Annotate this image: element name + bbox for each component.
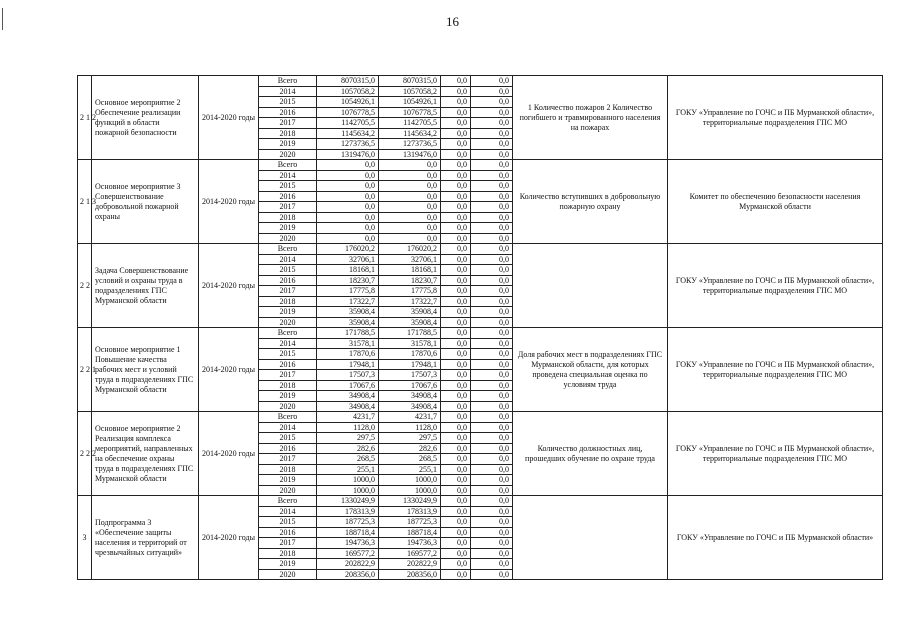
amount-cell: 0,0 (471, 244, 513, 255)
amount-cell: 17948,1 (379, 359, 441, 370)
year-cell: 2015 (259, 97, 317, 108)
section-period: 2014-2020 годы (199, 244, 259, 328)
amount-cell: 0,0 (317, 223, 379, 234)
amount-cell: 1054926,1 (379, 97, 441, 108)
amount-cell: 0,0 (441, 485, 471, 496)
amount-cell: 0,0 (471, 380, 513, 391)
amount-cell: 0,0 (471, 223, 513, 234)
amount-cell: 0,0 (441, 286, 471, 297)
amount-cell: 1330249,9 (379, 496, 441, 507)
amount-cell: 0,0 (471, 170, 513, 181)
amount-cell: 0,0 (471, 454, 513, 465)
amount-cell: 187725,3 (317, 517, 379, 528)
amount-cell: 1054926,1 (317, 97, 379, 108)
amount-cell: 0,0 (441, 433, 471, 444)
amount-cell: 0,0 (471, 443, 513, 454)
amount-cell: 0,0 (471, 86, 513, 97)
table-row (78, 328, 883, 339)
amount-cell: 8070315,0 (379, 76, 441, 87)
amount-cell: 187725,3 (379, 517, 441, 528)
amount-cell: 0,0 (441, 548, 471, 559)
amount-cell: 17948,1 (317, 359, 379, 370)
amount-cell: 1057058,2 (317, 86, 379, 97)
amount-cell: 0,0 (379, 212, 441, 223)
amount-cell: 0,0 (471, 559, 513, 570)
amount-cell: 34908,4 (317, 391, 379, 402)
amount-cell: 0,0 (441, 454, 471, 465)
amount-cell: 0,0 (317, 202, 379, 213)
amount-cell: 0,0 (441, 496, 471, 507)
year-cell: Всего (259, 496, 317, 507)
table-row (78, 76, 883, 87)
section-name: Основное мероприятие 2 Реализация комплекса мероприятий, направленных на обеспечение охраны труда в подразделениях ГПС Мурманской области (92, 412, 199, 496)
amount-cell: 17067,6 (379, 380, 441, 391)
year-cell: Всего (259, 160, 317, 171)
amount-cell: 0,0 (471, 548, 513, 559)
section-name: Задача Совершенствование условий и охраны труда в подразделениях ГПС Мурманской области (92, 244, 199, 328)
amount-cell: 32706,1 (317, 254, 379, 265)
amount-cell: 34908,4 (317, 401, 379, 412)
amount-cell: 0,0 (317, 233, 379, 244)
section-indicators: 1 Количество пожаров 2 Количество погибшего и травмированного населения на пожарах (513, 76, 668, 160)
year-cell: 2014 (259, 86, 317, 97)
year-cell: 2015 (259, 349, 317, 360)
amount-cell: 188718,4 (317, 527, 379, 538)
amount-cell: 0,0 (471, 359, 513, 370)
amount-cell: 17322,7 (317, 296, 379, 307)
year-cell: 2014 (259, 254, 317, 265)
year-cell: 2014 (259, 338, 317, 349)
amount-cell: 35908,4 (317, 307, 379, 318)
amount-cell: 0,0 (441, 569, 471, 580)
year-cell: 2015 (259, 517, 317, 528)
section-indicators (513, 496, 668, 580)
amount-cell: 0,0 (471, 233, 513, 244)
amount-cell: 0,0 (441, 391, 471, 402)
amount-cell: 1000,0 (317, 485, 379, 496)
amount-cell: 0,0 (471, 433, 513, 444)
year-cell: Всего (259, 328, 317, 339)
amount-cell: 18230,7 (379, 275, 441, 286)
amount-cell: 0,0 (441, 107, 471, 118)
amount-cell: 0,0 (471, 317, 513, 328)
amount-cell: 0,0 (379, 181, 441, 192)
amount-cell: 17870,6 (317, 349, 379, 360)
section-code: 2 2 1 (78, 328, 92, 412)
year-cell: 2018 (259, 464, 317, 475)
amount-cell: 0,0 (441, 275, 471, 286)
amount-cell: 17507,3 (317, 370, 379, 381)
amount-cell: 1000,0 (379, 475, 441, 486)
amount-cell: 255,1 (317, 464, 379, 475)
amount-cell: 178313,9 (379, 506, 441, 517)
amount-cell: 0,0 (441, 212, 471, 223)
amount-cell: 31578,1 (317, 338, 379, 349)
amount-cell: 0,0 (441, 412, 471, 423)
amount-cell: 0,0 (471, 212, 513, 223)
section-executor: ГОКУ «Управление по ГОЧС и ПБ Мурманской области», территориальные подразделения ГПС МО (668, 76, 883, 160)
amount-cell: 34908,4 (379, 401, 441, 412)
amount-cell: 297,5 (379, 433, 441, 444)
amount-cell: 188718,4 (379, 527, 441, 538)
page-number: 16 (446, 14, 459, 29)
amount-cell: 17067,6 (317, 380, 379, 391)
section-code: 2 1 2 (78, 76, 92, 160)
amount-cell: 255,1 (379, 464, 441, 475)
year-cell: 2019 (259, 391, 317, 402)
amount-cell: 176020,2 (317, 244, 379, 255)
amount-cell: 31578,1 (379, 338, 441, 349)
amount-cell: 0,0 (471, 370, 513, 381)
amount-cell: 0,0 (471, 149, 513, 160)
amount-cell: 0,0 (317, 191, 379, 202)
section-executor: ГОКУ «Управление по ГОЧС и ПБ Мурманской области», территориальные подразделения ГПС МО (668, 412, 883, 496)
amount-cell: 0,0 (441, 202, 471, 213)
scan-edge-mark (2, 8, 3, 30)
year-cell: 2017 (259, 202, 317, 213)
amount-cell: 268,5 (317, 454, 379, 465)
amount-cell: 0,0 (471, 485, 513, 496)
amount-cell: 0,0 (441, 464, 471, 475)
amount-cell: 0,0 (441, 517, 471, 528)
amount-cell: 0,0 (471, 107, 513, 118)
section-indicators: Доля рабочих мест в подразделениях ГПС Мурманской области, для которых проведена специальная оценка по условиям труда (513, 328, 668, 412)
section-code: 2 2 2 (78, 412, 92, 496)
amount-cell: 0,0 (379, 223, 441, 234)
amount-cell: 4231,7 (317, 412, 379, 423)
amount-cell: 0,0 (441, 538, 471, 549)
amount-cell: 0,0 (441, 139, 471, 150)
year-cell: 2020 (259, 149, 317, 160)
year-cell: 2015 (259, 181, 317, 192)
year-cell: 2020 (259, 317, 317, 328)
amount-cell: 0,0 (471, 296, 513, 307)
section-name: Подпрограмма 3 «Обеспечение защиты населения и территорий от чрезвычайных ситуаций» (92, 496, 199, 580)
amount-cell: 1000,0 (317, 475, 379, 486)
amount-cell: 0,0 (441, 328, 471, 339)
amount-cell: 0,0 (441, 254, 471, 265)
amount-cell: 0,0 (471, 181, 513, 192)
amount-cell: 1142705,5 (379, 118, 441, 129)
amount-cell: 0,0 (471, 475, 513, 486)
amount-cell: 0,0 (471, 286, 513, 297)
year-cell: 2020 (259, 401, 317, 412)
amount-cell: 0,0 (471, 275, 513, 286)
amount-cell: 0,0 (441, 527, 471, 538)
amount-cell: 0,0 (471, 464, 513, 475)
year-cell: 2016 (259, 107, 317, 118)
amount-cell: 0,0 (441, 160, 471, 171)
table-row (78, 412, 883, 423)
table-body (78, 76, 883, 580)
year-cell: 2018 (259, 296, 317, 307)
amount-cell: 1145634,2 (317, 128, 379, 139)
amount-cell: 0,0 (441, 191, 471, 202)
year-cell: 2020 (259, 233, 317, 244)
year-cell: 2019 (259, 559, 317, 570)
amount-cell: 0,0 (471, 191, 513, 202)
year-cell: 2014 (259, 170, 317, 181)
amount-cell: 0,0 (441, 233, 471, 244)
amount-cell: 194736,3 (379, 538, 441, 549)
amount-cell: 0,0 (441, 307, 471, 318)
amount-cell: 0,0 (471, 349, 513, 360)
table-row (78, 160, 883, 171)
year-cell: 2017 (259, 538, 317, 549)
year-cell: Всего (259, 76, 317, 87)
amount-cell: 178313,9 (317, 506, 379, 517)
amount-cell: 0,0 (471, 412, 513, 423)
amount-cell: 0,0 (471, 265, 513, 276)
amount-cell: 0,0 (471, 254, 513, 265)
amount-cell: 268,5 (379, 454, 441, 465)
amount-cell: 0,0 (471, 128, 513, 139)
amount-cell: 0,0 (471, 517, 513, 528)
amount-cell: 1273736,5 (379, 139, 441, 150)
amount-cell: 282,6 (379, 443, 441, 454)
amount-cell: 0,0 (441, 370, 471, 381)
amount-cell: 0,0 (471, 328, 513, 339)
year-cell: 2018 (259, 212, 317, 223)
year-cell: 2017 (259, 118, 317, 129)
section-indicators: Количество вступивших в добровольную пожарную охрану (513, 160, 668, 244)
year-cell: 2016 (259, 191, 317, 202)
year-cell: 2017 (259, 286, 317, 297)
amount-cell: 17775,8 (379, 286, 441, 297)
amount-cell: 0,0 (441, 149, 471, 160)
amount-cell: 4231,7 (379, 412, 441, 423)
amount-cell: 208356,0 (379, 569, 441, 580)
amount-cell: 194736,3 (317, 538, 379, 549)
year-cell: 2018 (259, 380, 317, 391)
section-period: 2014-2020 годы (199, 328, 259, 412)
year-cell: 2015 (259, 265, 317, 276)
amount-cell: 0,0 (471, 401, 513, 412)
section-executor: ГОКУ «Управление по ГОЧС и ПБ Мурманской области», территориальные подразделения ГПС МО (668, 244, 883, 328)
amount-cell: 0,0 (471, 160, 513, 171)
amount-cell: 0,0 (441, 475, 471, 486)
section-name: Основное мероприятие 1 Повышение качества рабочих мест и условий труда в подразделениях ГПС Мурманской области (92, 328, 199, 412)
amount-cell: 0,0 (317, 212, 379, 223)
amount-cell: 0,0 (441, 296, 471, 307)
amount-cell: 1076778,5 (317, 107, 379, 118)
amount-cell: 282,6 (317, 443, 379, 454)
amount-cell: 0,0 (441, 118, 471, 129)
amount-cell: 17507,3 (379, 370, 441, 381)
amount-cell: 0,0 (379, 191, 441, 202)
amount-cell: 0,0 (471, 506, 513, 517)
amount-cell: 35908,4 (317, 317, 379, 328)
amount-cell: 0,0 (317, 181, 379, 192)
amount-cell: 0,0 (441, 359, 471, 370)
amount-cell: 0,0 (379, 233, 441, 244)
section-name: Основное мероприятие 3 Совершенствование добровольной пожарной охраны (92, 160, 199, 244)
amount-cell: 0,0 (441, 338, 471, 349)
amount-cell: 171788,5 (379, 328, 441, 339)
amount-cell: 0,0 (471, 307, 513, 318)
amount-cell: 1319476,0 (317, 149, 379, 160)
amount-cell: 176020,2 (379, 244, 441, 255)
amount-cell: 0,0 (441, 97, 471, 108)
amount-cell: 0,0 (441, 181, 471, 192)
amount-cell: 0,0 (441, 76, 471, 87)
year-cell: Всего (259, 244, 317, 255)
amount-cell: 0,0 (471, 118, 513, 129)
amount-cell: 1128,0 (379, 422, 441, 433)
section-code: 2 2 (78, 244, 92, 328)
amount-cell: 0,0 (441, 349, 471, 360)
amount-cell: 0,0 (441, 401, 471, 412)
section-period: 2014-2020 годы (199, 76, 259, 160)
amount-cell: 0,0 (441, 265, 471, 276)
amount-cell: 0,0 (441, 86, 471, 97)
year-cell: Всего (259, 412, 317, 423)
section-executor: Комитет по обеспечению безопасности населения Мурманской области (668, 160, 883, 244)
amount-cell: 0,0 (441, 244, 471, 255)
amount-cell: 1145634,2 (379, 128, 441, 139)
year-cell: 2019 (259, 223, 317, 234)
amount-cell: 0,0 (441, 128, 471, 139)
year-cell: 2019 (259, 139, 317, 150)
amount-cell: 0,0 (441, 317, 471, 328)
amount-cell: 0,0 (471, 496, 513, 507)
table-row (78, 244, 883, 255)
amount-cell: 35908,4 (379, 317, 441, 328)
amount-cell: 1273736,5 (317, 139, 379, 150)
section-executor: ГОКУ «Управление по ГОЧС и ПБ Мурманской области», территориальные подразделения ГПС МО (668, 328, 883, 412)
amount-cell: 0,0 (379, 170, 441, 181)
year-cell: 2016 (259, 443, 317, 454)
year-cell: 2014 (259, 422, 317, 433)
amount-cell: 1057058,2 (379, 86, 441, 97)
program-table (77, 75, 883, 580)
amount-cell: 18168,1 (317, 265, 379, 276)
section-indicators: Количество должностных лиц, прошедших обучение по охране труда (513, 412, 668, 496)
amount-cell: 202822,9 (379, 559, 441, 570)
amount-cell: 1319476,0 (379, 149, 441, 160)
amount-cell: 0,0 (471, 202, 513, 213)
year-cell: 2016 (259, 275, 317, 286)
amount-cell: 1000,0 (379, 485, 441, 496)
amount-cell: 0,0 (441, 559, 471, 570)
amount-cell: 169577,2 (379, 548, 441, 559)
section-period: 2014-2020 годы (199, 412, 259, 496)
amount-cell: 17870,6 (379, 349, 441, 360)
amount-cell: 18168,1 (379, 265, 441, 276)
amount-cell: 0,0 (441, 422, 471, 433)
year-cell: 2020 (259, 485, 317, 496)
amount-cell: 0,0 (317, 160, 379, 171)
year-cell: 2019 (259, 307, 317, 318)
amount-cell: 34908,4 (379, 391, 441, 402)
section-period: 2014-2020 годы (199, 160, 259, 244)
amount-cell: 8070315,0 (317, 76, 379, 87)
amount-cell: 0,0 (441, 506, 471, 517)
amount-cell: 202822,9 (317, 559, 379, 570)
amount-cell: 0,0 (471, 538, 513, 549)
amount-cell: 0,0 (471, 422, 513, 433)
section-executor: ГОКУ «Управление по ГОЧС и ПБ Мурманской области» (668, 496, 883, 580)
amount-cell: 0,0 (471, 527, 513, 538)
amount-cell: 0,0 (471, 97, 513, 108)
year-cell: 2015 (259, 433, 317, 444)
year-cell: 2018 (259, 128, 317, 139)
amount-cell: 297,5 (317, 433, 379, 444)
amount-cell: 0,0 (471, 76, 513, 87)
amount-cell: 0,0 (379, 160, 441, 171)
amount-cell: 0,0 (441, 443, 471, 454)
amount-cell: 17775,8 (317, 286, 379, 297)
section-name: Основное мероприятие 2 Обеспечение реализации функций в области пожарной безопасности (92, 76, 199, 160)
year-cell: 2016 (259, 527, 317, 538)
amount-cell: 1128,0 (317, 422, 379, 433)
section-code: 2 1 3 (78, 160, 92, 244)
amount-cell: 0,0 (317, 170, 379, 181)
amount-cell: 208356,0 (317, 569, 379, 580)
amount-cell: 171788,5 (317, 328, 379, 339)
section-indicators (513, 244, 668, 328)
year-cell: 2019 (259, 475, 317, 486)
year-cell: 2020 (259, 569, 317, 580)
amount-cell: 0,0 (471, 139, 513, 150)
amount-cell: 1076778,5 (379, 107, 441, 118)
amount-cell: 0,0 (441, 223, 471, 234)
amount-cell: 1142705,5 (317, 118, 379, 129)
year-cell: 2018 (259, 548, 317, 559)
year-cell: 2017 (259, 454, 317, 465)
amount-cell: 17322,7 (379, 296, 441, 307)
amount-cell: 0,0 (441, 380, 471, 391)
amount-cell: 1330249,9 (317, 496, 379, 507)
amount-cell: 0,0 (471, 338, 513, 349)
amount-cell: 0,0 (471, 391, 513, 402)
amount-cell: 35908,4 (379, 307, 441, 318)
amount-cell: 0,0 (379, 202, 441, 213)
amount-cell: 0,0 (441, 170, 471, 181)
section-period: 2014-2020 годы (199, 496, 259, 580)
amount-cell: 18230,7 (317, 275, 379, 286)
table-row (78, 496, 883, 507)
year-cell: 2014 (259, 506, 317, 517)
amount-cell: 32706,1 (379, 254, 441, 265)
section-code: 3 (78, 496, 92, 580)
amount-cell: 169577,2 (317, 548, 379, 559)
year-cell: 2016 (259, 359, 317, 370)
amount-cell: 0,0 (471, 569, 513, 580)
year-cell: 2017 (259, 370, 317, 381)
